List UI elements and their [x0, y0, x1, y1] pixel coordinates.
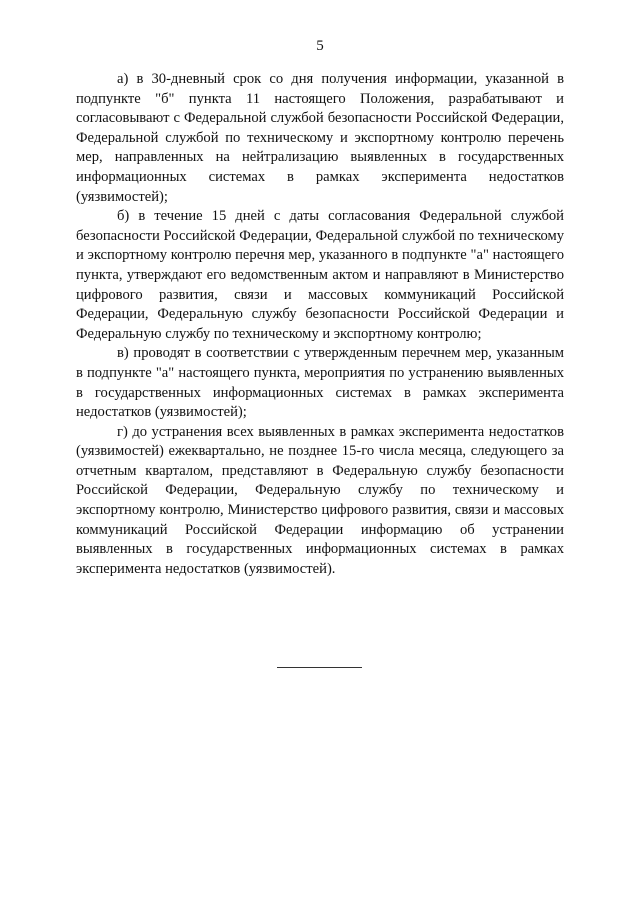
page-number: 5 [316, 38, 324, 54]
paragraph-v: в) проводят в соответствии с утвержденным перечнем мер, указанным в подпункте "а" настоящего пункта, мероприятия по устранению выявленных в государственных информационных системах в рамках эксперимента недостатков (уязвимостей); [76, 345, 564, 421]
paragraph-g: г) до устранения всех выявленных в рамках эксперимента недостатков (уязвимостей) ежеквартально, не позднее 15-го числа месяца, следующего за отчетным кварталом, представляют в Федеральную службу безопасности Российской Федерации, Федеральную службу по техническому и экспортному контролю, Министерство цифрового развития, связи и массовых коммуникаций Российской Федерации информацию об устранении выявленных в государственных информационных системах в рамках эксперимента недостатков (уязвимостей). [76, 423, 564, 577]
end-divider-line [277, 667, 362, 668]
paragraph-b: б) в течение 15 дней с даты согласования Федеральной службой безопасности Российской Федерации, Федеральной службой по техническому и экспортному контролю перечня мер, указанного в подпункте "а" настоящего пункта, утверждают его ведомственным актом и направляют в Министерство цифрового развития, связи и массовых коммуникаций Российской Федерации, Федеральную службу безопасности Российской Федерации и Федеральную службу по техническому и экспортному контролю; [76, 208, 564, 342]
document-body [76, 70, 564, 579]
paragraph-a: а) в 30-дневный срок со дня получения информации, указанной в подпункте "б" пункта 11 настоящего Положения, разрабатывают и согласовывают с Федеральной службой безопасности Российской Федерации, Федеральной службой по техническому и экспортному контролю перечень мер, направленных на нейтрализацию выявленных в государственных информационных системах в рамках эксперимента недостатков (уязвимостей); [76, 71, 564, 205]
